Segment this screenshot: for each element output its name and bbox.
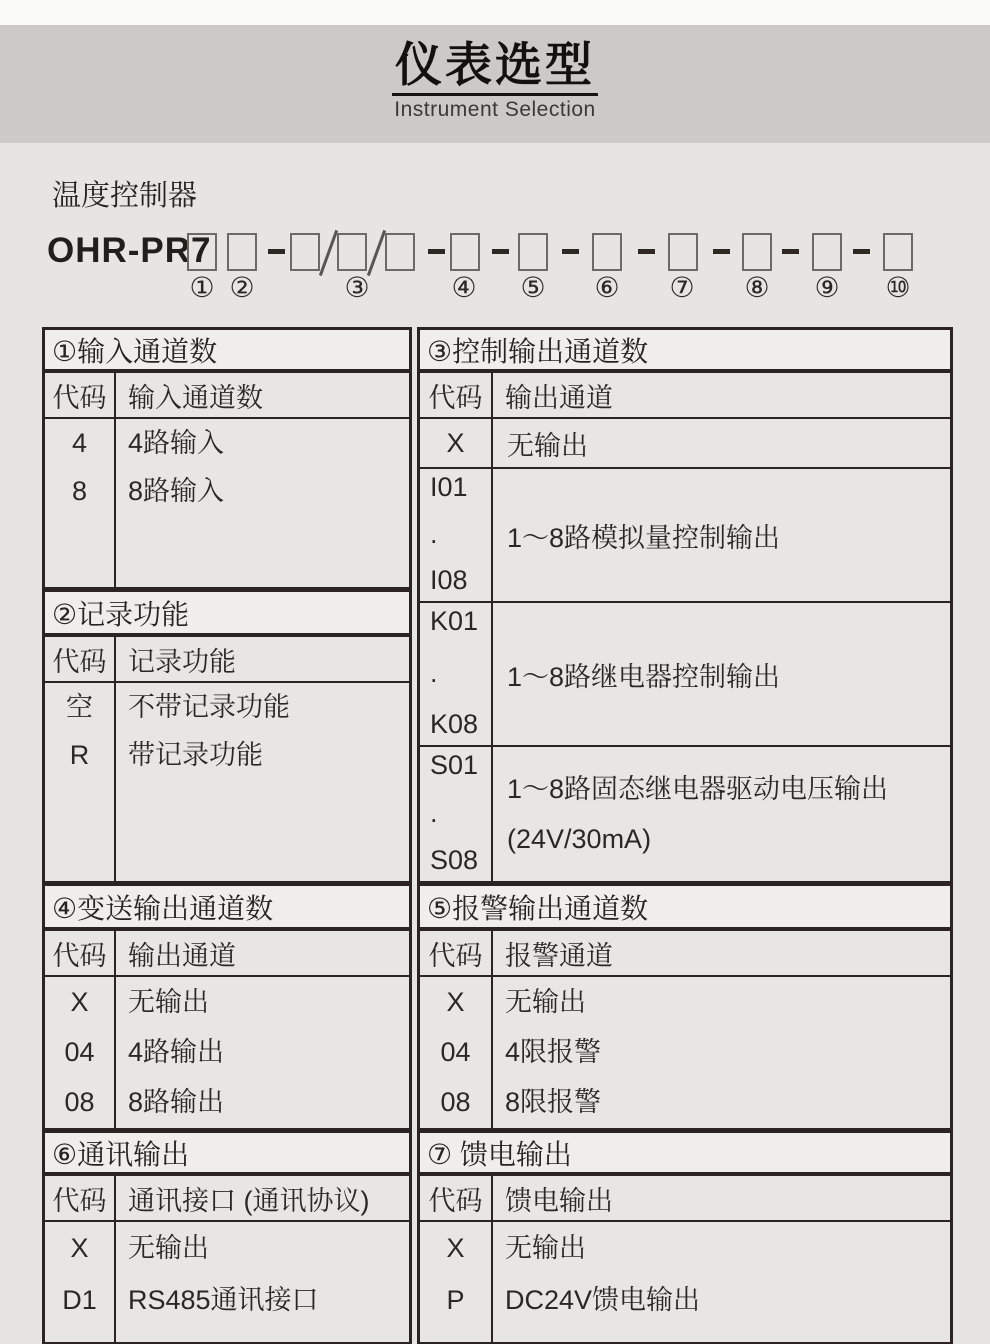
code-box bbox=[883, 233, 913, 271]
table-header bbox=[420, 1176, 950, 1222]
page-subtitle: Instrument Selection bbox=[394, 97, 596, 121]
section-title-transmit-output bbox=[42, 883, 412, 929]
table-body bbox=[45, 1222, 409, 1344]
tables-left-column bbox=[42, 327, 412, 1344]
selection-tables bbox=[42, 327, 953, 1344]
code-box bbox=[187, 233, 217, 271]
desc-value: 4限报警 bbox=[505, 1037, 602, 1067]
table-row bbox=[420, 601, 950, 745]
desc-column bbox=[116, 977, 409, 1128]
top-strip bbox=[0, 0, 990, 25]
code-range: S01 . S08 bbox=[420, 747, 493, 881]
dash-separator bbox=[492, 249, 509, 254]
table-header bbox=[45, 637, 409, 683]
section-title-alarm-output bbox=[417, 883, 953, 929]
code-box bbox=[592, 233, 622, 271]
table-body bbox=[420, 977, 950, 1128]
header-code: 代码 bbox=[45, 1176, 116, 1220]
section-title-text: ⑥通讯输出 bbox=[52, 1138, 190, 1170]
code-box bbox=[290, 233, 320, 271]
code-value: X bbox=[446, 987, 465, 1017]
table-transmit-output bbox=[42, 929, 412, 1130]
section-title-text: ③控制输出通道数 bbox=[427, 335, 649, 367]
table-row bbox=[420, 467, 950, 601]
title-band bbox=[0, 25, 990, 143]
section-title-text: ①输入通道数 bbox=[52, 335, 218, 367]
desc-value: 带记录功能 bbox=[128, 740, 263, 770]
desc-value: 无输出 bbox=[128, 1233, 209, 1263]
code-value: 08 bbox=[64, 1087, 95, 1117]
code-value: 8 bbox=[71, 476, 88, 506]
desc-value: DC24V馈电输出 bbox=[505, 1285, 701, 1315]
header-desc: 输出通道 bbox=[505, 382, 613, 413]
code-box bbox=[518, 233, 548, 271]
header-code: 代码 bbox=[45, 373, 116, 417]
slash-separator bbox=[319, 230, 338, 276]
desc-value: 无输出 bbox=[505, 987, 586, 1017]
desc-column bbox=[116, 1222, 409, 1344]
section-title-comm-output bbox=[42, 1130, 412, 1174]
section-title-text: ⑦ 馈电输出 bbox=[427, 1138, 572, 1170]
position-label-4: ④ bbox=[451, 271, 477, 304]
header-desc: 馈电输出 bbox=[505, 1185, 613, 1216]
code-box bbox=[337, 233, 367, 271]
desc-value: 1～8路固态继电器驱动电压输出 (24V/30mA) bbox=[507, 774, 889, 854]
desc-column bbox=[493, 1222, 950, 1344]
dash-separator bbox=[713, 249, 730, 254]
section-title-record-function bbox=[42, 589, 412, 635]
position-label-2: ② bbox=[229, 271, 255, 304]
dash-separator bbox=[638, 249, 655, 254]
position-label-7: ⑦ bbox=[669, 271, 695, 304]
position-label-8: ⑧ bbox=[744, 271, 770, 304]
code-value: 08 bbox=[440, 1087, 471, 1117]
code-value: P bbox=[446, 1285, 465, 1315]
desc-value: RS485通讯接口 bbox=[128, 1285, 319, 1315]
code-value: X bbox=[70, 1233, 89, 1263]
code-range: K01 . K08 bbox=[420, 603, 493, 745]
code-value: X bbox=[70, 987, 89, 1017]
desc-column bbox=[116, 683, 409, 881]
code-value: 4 bbox=[71, 428, 88, 458]
code-range: I01 . I08 bbox=[420, 469, 493, 601]
desc-column bbox=[116, 419, 409, 587]
dash-separator bbox=[428, 249, 445, 254]
page-title: 仪表选型 bbox=[392, 39, 598, 96]
code-value: D1 bbox=[62, 1285, 97, 1315]
code-box bbox=[742, 233, 772, 271]
header-desc: 通讯接口 (通讯协议) bbox=[128, 1185, 370, 1216]
code-column bbox=[45, 1222, 116, 1344]
code-box bbox=[668, 233, 698, 271]
table-alarm-output bbox=[417, 929, 953, 1130]
dash-separator bbox=[782, 249, 799, 254]
code-value: X bbox=[446, 1233, 465, 1263]
position-label-10: ⑩ bbox=[885, 271, 911, 304]
position-label-3: ③ bbox=[344, 271, 370, 304]
code-value: 04 bbox=[440, 1037, 471, 1067]
dash-separator bbox=[268, 249, 285, 254]
code-value: 04 bbox=[64, 1037, 95, 1067]
code-value: R bbox=[69, 740, 90, 770]
table-body bbox=[45, 419, 409, 587]
section-title-text: ④变送输出通道数 bbox=[52, 892, 274, 924]
position-label-6: ⑥ bbox=[594, 271, 620, 304]
code-column bbox=[45, 683, 116, 881]
code-column bbox=[45, 977, 116, 1128]
desc-value: 无输出 bbox=[505, 1233, 586, 1263]
section-title-power-output bbox=[417, 1130, 953, 1174]
header-code: 代码 bbox=[420, 931, 493, 975]
header-desc: 记录功能 bbox=[128, 646, 236, 677]
table-header bbox=[45, 373, 409, 419]
position-label-1: ① bbox=[189, 271, 215, 304]
desc-value: 不带记录功能 bbox=[128, 692, 290, 722]
desc-value: 4路输入 bbox=[128, 428, 225, 458]
table-row bbox=[420, 745, 950, 881]
table-input-channels bbox=[42, 371, 412, 589]
code-column bbox=[420, 1222, 493, 1344]
product-name: 温度控制器 bbox=[52, 180, 198, 212]
desc-value: 8路输出 bbox=[128, 1087, 225, 1117]
header-code: 代码 bbox=[45, 931, 116, 975]
section-title-text: ②记录功能 bbox=[52, 598, 190, 630]
code-value: X bbox=[420, 419, 493, 467]
desc-value: 8路输入 bbox=[128, 476, 225, 506]
desc-value: 无输出 bbox=[128, 987, 209, 1017]
header-desc: 报警通道 bbox=[505, 940, 613, 971]
code-column bbox=[420, 977, 493, 1128]
table-control-output bbox=[417, 371, 953, 883]
table-comm-output bbox=[42, 1174, 412, 1344]
desc-value: 1～8路模拟量控制输出 bbox=[507, 522, 781, 553]
table-header bbox=[420, 373, 950, 419]
dash-separator bbox=[562, 249, 579, 254]
table-body bbox=[45, 977, 409, 1128]
table-row bbox=[420, 419, 950, 467]
header-desc: 输出通道 bbox=[128, 940, 236, 971]
slash-separator bbox=[367, 230, 386, 276]
section-title-control-output bbox=[417, 327, 953, 371]
code-value: 空 bbox=[66, 692, 93, 722]
header-code: 代码 bbox=[45, 637, 116, 681]
desc-value: 8限报警 bbox=[505, 1087, 602, 1117]
table-header bbox=[420, 931, 950, 977]
position-label-9: ⑨ bbox=[814, 271, 840, 304]
code-box bbox=[812, 233, 842, 271]
header-code: 代码 bbox=[420, 373, 493, 417]
dash-separator bbox=[853, 249, 870, 254]
table-body bbox=[420, 1222, 950, 1344]
table-power-output bbox=[417, 1174, 953, 1344]
header-code: 代码 bbox=[420, 1176, 493, 1220]
model-prefix: OHR-PR7 bbox=[47, 231, 212, 270]
desc-column bbox=[493, 977, 950, 1128]
code-box bbox=[450, 233, 480, 271]
section-title-input-channels bbox=[42, 327, 412, 371]
header-desc: 输入通道数 bbox=[128, 382, 263, 413]
table-body bbox=[45, 683, 409, 881]
section-title-text: ⑤报警输出通道数 bbox=[427, 892, 649, 924]
table-header bbox=[45, 1176, 409, 1222]
desc-value: 无输出 bbox=[507, 430, 588, 461]
table-header bbox=[45, 931, 409, 977]
table-record-function bbox=[42, 635, 412, 883]
tables-right-column bbox=[417, 327, 953, 1344]
desc-value: 4路输出 bbox=[128, 1037, 225, 1067]
desc-value: 1～8路继电器控制输出 bbox=[507, 661, 781, 692]
model-code-diagram bbox=[0, 228, 990, 308]
code-box bbox=[227, 233, 257, 271]
code-column bbox=[45, 419, 116, 587]
code-box bbox=[385, 233, 415, 271]
position-label-5: ⑤ bbox=[520, 271, 546, 304]
